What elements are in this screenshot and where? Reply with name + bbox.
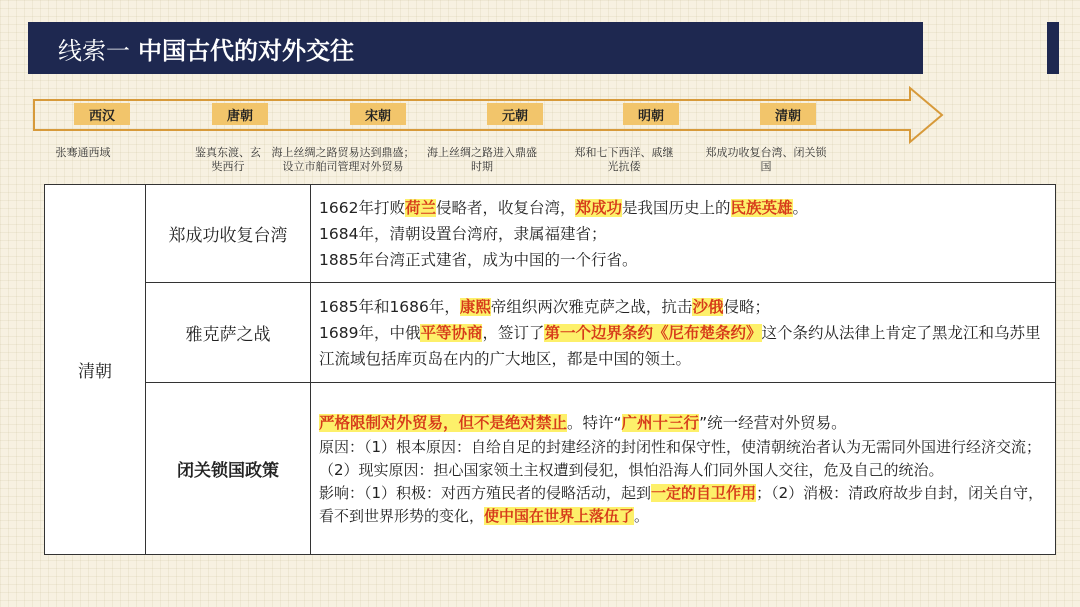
table-row bbox=[45, 383, 1056, 555]
timeline-note-xihan: 张骞通西域 bbox=[55, 146, 111, 159]
content-text: 帝组织两次雅克萨之战，抗击 bbox=[490, 297, 693, 316]
timeline-note-yuan: 海上丝绸之路进入鼎盛时期 bbox=[427, 146, 537, 173]
topic-cell: 雅克萨之战 bbox=[146, 283, 311, 383]
dynasty-cell: 清朝 bbox=[45, 185, 146, 555]
title-label: 线索一 bbox=[58, 36, 130, 65]
era-yuan: 元朝 bbox=[487, 103, 543, 125]
topic-cell: 闭关锁国政策 bbox=[146, 383, 311, 555]
highlight-text: 荷兰 bbox=[404, 198, 436, 217]
era-tang: 唐朝 bbox=[212, 103, 268, 125]
timeline-note-ming: 郑和七下西洋、戚继光抗倭 bbox=[574, 146, 674, 173]
content-line bbox=[319, 195, 1047, 221]
topic-cell: 郑成功收复台湾 bbox=[146, 185, 311, 283]
title-bar bbox=[28, 22, 923, 74]
content-line bbox=[319, 221, 1047, 247]
content-text: ；（2）消极：清政府故步自封，闭关自守，看不到世界形势的变化， bbox=[319, 483, 1044, 525]
era-song: 宋朝 bbox=[350, 103, 406, 125]
content-text: 1685年和1686年， bbox=[319, 297, 460, 316]
page-title: 中国古代的对外交往 bbox=[138, 36, 354, 65]
highlight-text: 一定的自卫作用 bbox=[651, 483, 757, 502]
content-line bbox=[319, 320, 1047, 372]
table-row bbox=[45, 185, 1056, 283]
highlight-text: 严格限制对外贸易，但不是绝对禁止 bbox=[319, 413, 568, 432]
era-qing: 清朝 bbox=[760, 103, 816, 125]
content-line bbox=[319, 410, 1047, 436]
content-text: 1689年，中俄 bbox=[319, 323, 421, 342]
content-text: 。特许“ bbox=[567, 413, 622, 432]
content-text: 。 bbox=[634, 506, 650, 525]
era-ming: 明朝 bbox=[623, 103, 679, 125]
title-accent-bar bbox=[1047, 22, 1059, 74]
table-row bbox=[45, 283, 1056, 383]
content-line bbox=[319, 247, 1047, 273]
content-text: 侵略者，收复台湾， bbox=[435, 198, 576, 217]
timeline-note-song: 海上丝绸之路贸易达到鼎盛；设立市舶司管理对外贸易 bbox=[271, 146, 415, 173]
highlight-text: 广州十三行 bbox=[621, 413, 700, 432]
content-text: 影响：（1）积极：对西方殖民者的侵略活动，起到 bbox=[319, 483, 652, 502]
era-xihan: 西汉 bbox=[74, 103, 130, 125]
qing-dynasty-table bbox=[44, 184, 1056, 555]
highlight-text: 第一个边界条约《尼布楚条约》 bbox=[544, 323, 762, 342]
content-text: 原因：（1）根本原因：自给自足的封建经济的封闭性和保守性，使清朝统治者认为无需同外国进行经济交流；（2）现实原因：担心国家领土主权遭到侵犯，惧怕沿海人们同外国人交往，危及自己的统治。 bbox=[319, 437, 1042, 479]
content-text: 1684年，清朝设置台湾府，隶属福建省； bbox=[319, 224, 607, 243]
content-text: 1662年打败 bbox=[319, 198, 405, 217]
content-cell bbox=[311, 383, 1056, 555]
highlight-text: 使中国在世界上落伍了 bbox=[484, 506, 635, 525]
content-text: 是我国历史上的 bbox=[622, 198, 731, 217]
content-text: 侵略； bbox=[723, 297, 770, 316]
highlight-text: 康熙 bbox=[459, 297, 491, 316]
content-line bbox=[319, 482, 1047, 528]
timeline-note-qing: 郑成功收复台湾、闭关锁国 bbox=[705, 146, 827, 173]
timeline-note-tang: 鉴真东渡、玄奘西行 bbox=[195, 146, 261, 173]
highlight-text: 沙俄 bbox=[692, 297, 724, 316]
content-text: 这个条约从法律上肯定了黑龙江和乌苏里江流域包括库页岛在内的广大地区，都是中国的领土。 bbox=[319, 323, 1041, 368]
content-line bbox=[319, 436, 1047, 482]
content-text: ，签订了 bbox=[482, 323, 545, 342]
content-line bbox=[319, 294, 1047, 320]
content-cell bbox=[311, 283, 1056, 383]
highlight-text: 平等协商 bbox=[420, 323, 483, 342]
content-text: 。 bbox=[792, 198, 809, 217]
highlight-text: 民族英雄 bbox=[730, 198, 793, 217]
content-text: ”统一经营对外贸易。 bbox=[699, 413, 847, 432]
highlight-text: 郑成功 bbox=[575, 198, 622, 217]
content-cell bbox=[311, 185, 1056, 283]
content-text: 1885年台湾正式建省，成为中国的一个行省。 bbox=[319, 250, 638, 269]
